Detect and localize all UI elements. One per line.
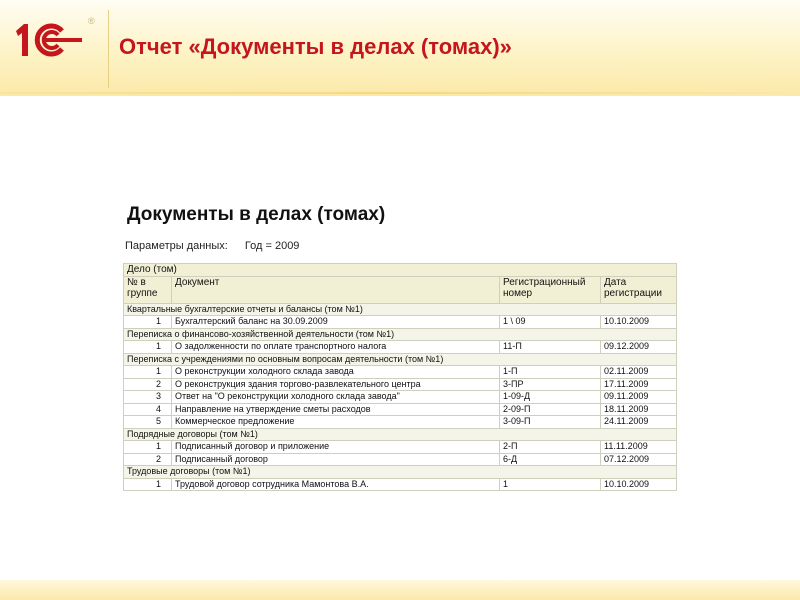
cell-reg-date: 24.11.2009 <box>601 416 677 429</box>
header-vertical-divider <box>108 10 109 88</box>
cell-number: 2 <box>124 378 172 391</box>
cell-number: 4 <box>124 403 172 416</box>
cell-reg-number: 3-09-П <box>500 416 601 429</box>
cell-reg-date: 09.11.2009 <box>601 391 677 404</box>
group-name: Трудовые договоры (том №1) <box>124 466 677 479</box>
cell-number: 1 <box>124 478 172 491</box>
cell-number: 5 <box>124 416 172 429</box>
group-row <box>124 466 677 479</box>
cell-document: Трудовой договор сотрудника Мамонтова В.А. <box>172 478 500 491</box>
cell-reg-date: 07.12.2009 <box>601 453 677 466</box>
cell-number: 1 <box>124 316 172 329</box>
cell-document: О реконструкции холодного склада завода <box>172 366 500 379</box>
group-row <box>124 428 677 441</box>
group-name: Подрядные договоры (том №1) <box>124 428 677 441</box>
table-row <box>124 378 677 391</box>
cell-reg-number: 1 \ 09 <box>500 316 601 329</box>
cell-reg-date: 02.11.2009 <box>601 366 677 379</box>
cell-reg-date: 10.10.2009 <box>601 316 677 329</box>
cell-reg-date: 18.11.2009 <box>601 403 677 416</box>
1c-logo <box>14 16 95 58</box>
group-name: Переписка с учреждениями по основным вопросам деятельности (том №1) <box>124 353 677 366</box>
params-value: Год = 2009 <box>244 240 300 252</box>
cell-document: Ответ на "О реконструкции холодного склада завода" <box>172 391 500 404</box>
cell-reg-date: 11.11.2009 <box>601 441 677 454</box>
table-header-case-row <box>124 264 677 277</box>
table-row <box>124 416 677 429</box>
header-col-number: № в группе <box>124 276 172 303</box>
table-row <box>124 403 677 416</box>
cell-document: Бухгалтерский баланс на 30.09.2009 <box>172 316 500 329</box>
table-row <box>124 366 677 379</box>
header-case: Дело (том) <box>124 264 677 277</box>
cell-number: 2 <box>124 453 172 466</box>
cell-reg-number: 11-П <box>500 341 601 354</box>
table-row <box>124 441 677 454</box>
report-parameters <box>125 240 299 252</box>
header-col-reg-number: Регистрационный номер <box>500 276 601 303</box>
slide-footer <box>0 580 800 600</box>
registered-mark: ® <box>88 16 95 26</box>
group-row <box>124 303 677 316</box>
cell-number: 1 <box>124 341 172 354</box>
table-row <box>124 453 677 466</box>
cell-reg-number: 2-П <box>500 441 601 454</box>
cell-reg-number: 2-09-П <box>500 403 601 416</box>
table-row <box>124 391 677 404</box>
cell-number: 1 <box>124 366 172 379</box>
cell-number: 3 <box>124 391 172 404</box>
cell-reg-date: 09.12.2009 <box>601 341 677 354</box>
table-header-columns-row <box>124 276 677 303</box>
header-col-reg-date: Дата регистрации <box>601 276 677 303</box>
cell-document: О реконструкция здания торгово-развлекательного центра <box>172 378 500 391</box>
header-col-document: Документ <box>172 276 500 303</box>
cell-document: Подписанный договор и приложение <box>172 441 500 454</box>
table-row <box>124 341 677 354</box>
group-name: Переписка о финансово-хозяйственной деятельности (том №1) <box>124 328 677 341</box>
slide-title: Отчет «Документы в делах (томах)» <box>119 34 512 59</box>
cell-reg-date: 17.11.2009 <box>601 378 677 391</box>
report-title: Документы в делах (томах) <box>127 204 386 225</box>
cell-reg-date: 10.10.2009 <box>601 478 677 491</box>
table-row <box>124 316 677 329</box>
header-divider-line <box>0 92 800 94</box>
cell-number: 1 <box>124 441 172 454</box>
cell-reg-number: 1-09-Д <box>500 391 601 404</box>
cell-reg-number: 6-Д <box>500 453 601 466</box>
1c-logo-icon <box>14 22 88 58</box>
cell-document: Коммерческое предложение <box>172 416 500 429</box>
cell-document: Подписанный договор <box>172 453 500 466</box>
cell-document: О задолженности по оплате транспортного налога <box>172 341 500 354</box>
group-row <box>124 328 677 341</box>
group-name: Квартальные бухгалтерские отчеты и балансы (том №1) <box>124 303 677 316</box>
group-row <box>124 353 677 366</box>
params-label: Параметры данных: <box>125 240 228 252</box>
table-row <box>124 478 677 491</box>
cell-document: Направление на утверждение сметы расходов <box>172 403 500 416</box>
cell-reg-number: 1 <box>500 478 601 491</box>
report-table <box>123 263 677 491</box>
cell-reg-number: 3-ПР <box>500 378 601 391</box>
cell-reg-number: 1-П <box>500 366 601 379</box>
